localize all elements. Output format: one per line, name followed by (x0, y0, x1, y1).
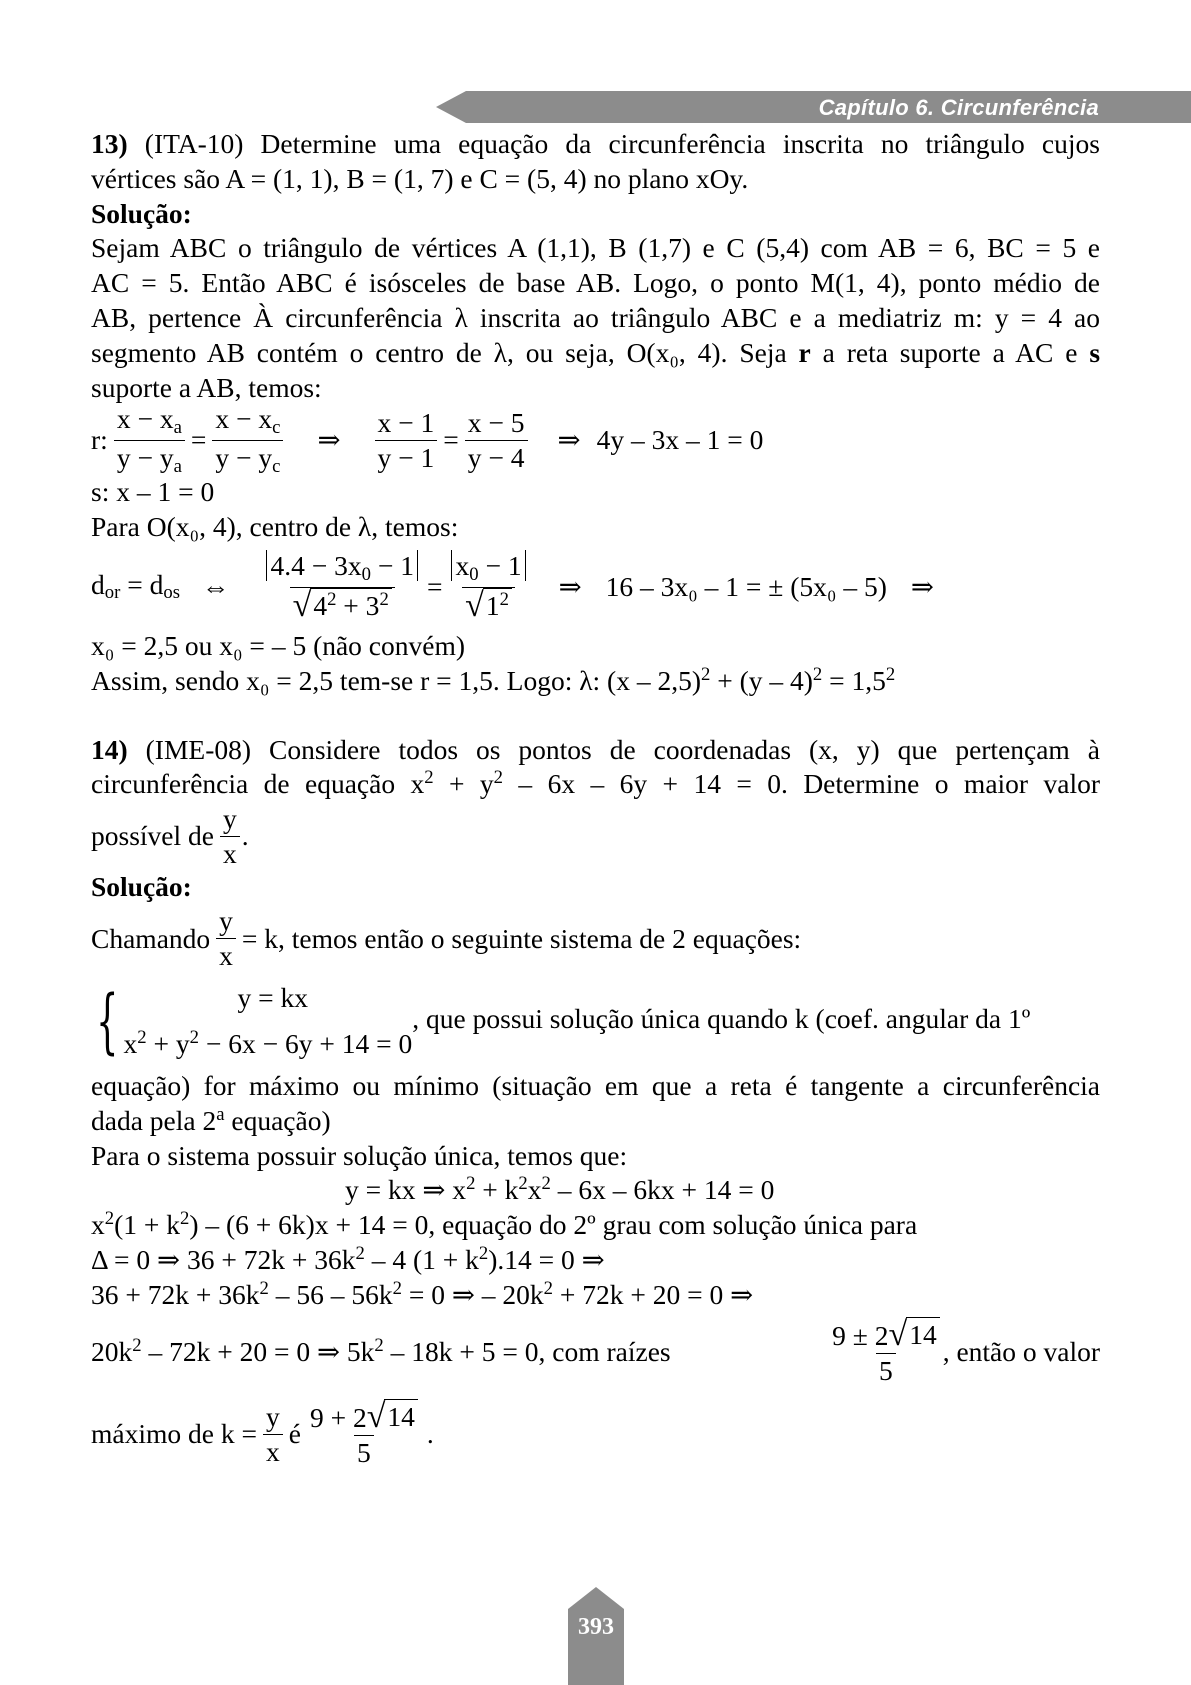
l7d: + 72k + 20 = 0 ⇒ (553, 1278, 754, 1310)
q14-line1: equação) for máximo ou mínimo (situação em que a reta é tangente a circunferência (91, 1069, 1100, 1101)
system-eq1: y = kx (237, 981, 309, 1013)
iff-symbol: ⇔ (201, 570, 230, 602)
implies-1: ⇒ (317, 423, 341, 455)
l6c: ).14 = 0 ⇒ (488, 1243, 605, 1275)
l4b: + k (475, 1174, 519, 1206)
q14-statement-line2 (91, 767, 1100, 802)
l5a: x (91, 1209, 105, 1241)
q14-line8 (91, 1313, 1100, 1393)
system-lines (124, 975, 413, 1067)
final-a: Assim, sendo x₀ = 2,5 tem-se r = 1,5. Logo: λ: (x – 2,5) (91, 664, 701, 696)
fraction-2 (212, 402, 283, 479)
r-label: r: (91, 423, 108, 455)
q14-statement-line3 (91, 802, 1100, 870)
l8b: – 72k + 20 = 0 ⇒ 5k (141, 1336, 375, 1368)
q14-stmt2b: + y (433, 768, 494, 800)
f4-den: y − 4 (465, 440, 528, 475)
q13-sol-line2: AC = 5. Então ABC é isósceles de base AB. Logo, o ponto M(1, 4), ponto médio de (91, 267, 1100, 299)
l4-sup3: 2 (541, 1173, 551, 1195)
roots-frac (829, 1317, 943, 1388)
l7-sup3: 2 (543, 1277, 553, 1299)
f4-num: x − 5 (467, 406, 525, 438)
q14-stmt2c: – 6x – 6y + 14 = 0. Determine o maior valor (503, 768, 1100, 800)
q13-line-r-equation (91, 402, 1100, 477)
q14-line2 (91, 1104, 1100, 1139)
l7a: 36 + 72k + 36k (91, 1278, 260, 1310)
l2b: equação) (224, 1104, 331, 1136)
q14-solution-label: Solução: (91, 871, 192, 903)
f6-num-end: − 1 (478, 550, 522, 582)
l9-dot: . (426, 1418, 434, 1450)
q13-stmt1: (ITA-10) Determine uma equação da circunferência inscrita no triângulo cujos (127, 128, 1100, 159)
sys2a: x (123, 1027, 138, 1059)
root-sqrt: 14 (906, 1317, 940, 1353)
l9-y: y (265, 1401, 280, 1433)
chamando-text: Chamando (91, 922, 211, 954)
q13-sol-line5: suporte a AB, temos: (91, 371, 322, 403)
f5-den-sup2: 2 (379, 589, 389, 611)
q14-line7 (91, 1278, 1100, 1313)
l9b: é (288, 1418, 301, 1450)
d-or-text: d (91, 568, 105, 600)
l8d: , então o valor (942, 1336, 1100, 1368)
page-number: 393 (578, 1614, 614, 1640)
q13-s-line: s: x – 1 = 0 (91, 476, 215, 508)
q14-statement-line1 (91, 733, 1100, 768)
f5-num-sub: 0 (361, 564, 371, 586)
l7b: – 56 – 56k (268, 1278, 393, 1310)
f1-num: x − x (116, 402, 174, 434)
q14-stmt2a: circunferência de equação x (91, 768, 425, 800)
q14-dot: . (241, 819, 249, 851)
root-num-a: 9 ± 2 (832, 1320, 889, 1352)
f2-num: x − x (215, 402, 273, 434)
l2-sup: a (216, 1103, 225, 1125)
fraction-6 (448, 549, 528, 624)
root-den: 5 (876, 1353, 896, 1388)
f5-den: 4 (313, 590, 328, 622)
f6-den-sup: 2 (499, 589, 509, 611)
chamando-eq-k: = k, temos então o seguinte sistema de 2 equações: (241, 922, 802, 954)
l8-sup2: 2 (374, 1334, 384, 1356)
l4-sup1: 2 (466, 1173, 476, 1195)
sqrt-icon: √ 14 (889, 1317, 940, 1353)
l9-max-frac (307, 1399, 421, 1470)
q13-p4b: a reta suporte a AC e (810, 336, 1090, 368)
sys2-sup2: 2 (189, 1026, 199, 1048)
l9a: máximo de k = (91, 1418, 257, 1450)
q13-para-o: Para O(x₀, 4), centro de λ, temos: (91, 511, 459, 543)
q14-frac-y: y (222, 802, 237, 834)
l7c: = 0 ⇒ – 20k (401, 1278, 544, 1310)
d-or (91, 568, 180, 607)
q14-line4 (91, 1173, 1100, 1208)
q14-stmt3: possível de (91, 819, 214, 851)
q14-stmt2-sup1: 2 (424, 767, 434, 789)
l9-sqrt: 14 (384, 1399, 418, 1435)
l5b: (1 + k (114, 1209, 181, 1241)
sqrt-icon: √ $1^2$ (465, 588, 512, 624)
l6a: Δ = 0 ⇒ 36 + 72k + 36k (91, 1243, 356, 1275)
l9-den: 5 (354, 1435, 374, 1470)
final-sup2: 2 (812, 663, 823, 685)
system-text: , que possui solução única quando k (coef. angular da 1º (412, 1002, 1031, 1034)
l9-frac-yx (263, 1400, 283, 1469)
l6-sup1: 2 (355, 1242, 365, 1264)
l4d: – 6x – 6kx + 14 = 0 (550, 1174, 775, 1206)
q13-p4a: segmento AB contém o centro de λ, ou seja, O(x₀, 4). Seja (91, 336, 799, 368)
l5c: ) – (6 + 6k)x + 14 = 0, equação do 2º grau com solução única para (189, 1209, 918, 1241)
l6-sup2: 2 (478, 1242, 489, 1264)
l8-sup1: 2 (132, 1334, 142, 1356)
f6-den: 1 (485, 590, 500, 622)
l9-num-a: 9 + 2 (309, 1402, 367, 1434)
l9-x: x (263, 1434, 283, 1469)
l5-sup1: 2 (104, 1207, 115, 1229)
l8-roots (823, 1317, 1100, 1388)
final-sup1: 2 (701, 663, 711, 685)
q14-line3: Para o sistema possuir solução única, temos que: (91, 1139, 628, 1171)
l4-sup2: 2 (518, 1173, 528, 1195)
q14-system (91, 973, 1100, 1069)
sqrt-icon: √ 14 (367, 1399, 418, 1435)
implies-4: ⇒ (910, 570, 934, 602)
l2a: dada pela 2 (91, 1104, 217, 1136)
q13-number: 13) (91, 128, 128, 159)
f6-num-sub: 0 (469, 564, 479, 586)
fraction-5 (263, 549, 421, 624)
d-eq: = d (120, 568, 164, 600)
f1-den: y − y (116, 441, 174, 473)
l4c: x (527, 1174, 542, 1206)
f3-den: y − 1 (375, 440, 438, 475)
f3-num: x − 1 (377, 406, 435, 438)
f2-den-sub: c (272, 455, 281, 477)
f2-den: y − y (215, 441, 273, 473)
system-eq2 (124, 1021, 413, 1067)
q13-distance-equation (91, 545, 1100, 629)
f6-num: x (455, 550, 470, 582)
final-sup3: 2 (885, 663, 896, 685)
equals-3: = (426, 570, 443, 602)
page-content (91, 127, 1100, 1477)
q13-final-line (91, 664, 1100, 699)
r-result: 4y – 3x – 1 = 0 (596, 423, 764, 455)
fraction-1 (114, 402, 185, 479)
q13-x0-line: x₀ = 2,5 ou x₀ = – 5 (não convém) (91, 629, 466, 661)
fraction-3 (375, 406, 438, 475)
d-or-sub: or (104, 582, 121, 604)
q13-sol-line4 (91, 336, 1100, 371)
l6b: – 4 (1 + k (364, 1243, 479, 1275)
q14-stmt2-sup2: 2 (493, 767, 504, 789)
chapter-title: Capítulo 6. Circunferência (818, 95, 1099, 120)
q13-p4r: r (798, 336, 811, 368)
implies-3: ⇒ (558, 570, 582, 602)
l8-text (91, 1335, 671, 1370)
f5-den-sup: 2 (327, 589, 337, 611)
f5-num-end: − 1 (370, 550, 414, 582)
sys2c: − 6x − 6y + 14 = 0 (199, 1027, 413, 1059)
q13-sol-line1: Sejam ABC o triângulo de vértices A (1,1), B (1,7) e C (5,4) com AB = 6, BC = 5 e (91, 232, 1100, 264)
chamando-frac-y: y (219, 905, 233, 937)
sqrt-icon: √ $4^2 + 3^2$ (293, 588, 392, 624)
chamando-frac (216, 904, 236, 973)
q14-line9 (91, 1393, 1100, 1477)
d-result: 16 – 3x₀ – 1 = ± (5x₀ – 5) (605, 570, 887, 602)
q13-solution-label: Solução: (91, 197, 192, 229)
q13-statement-line1 (91, 127, 1100, 162)
l7-sup1: 2 (259, 1277, 269, 1299)
q14-stmt1: (IME-08) Considere todos os pontos de coordenadas (x, y) que pertençam à (127, 733, 1100, 765)
l8a: 20k (91, 1336, 133, 1368)
final-c: = 1,5 (822, 664, 886, 696)
f1-den-sub: a (173, 455, 182, 477)
l8c: – 18k + 5 = 0, com raízes (383, 1336, 671, 1368)
q14-frac-x: x (220, 836, 240, 871)
q14-line5 (91, 1208, 1100, 1243)
q14-number: 14) (91, 733, 128, 765)
f1-num-sub: a (173, 416, 182, 438)
q14-chamando-line (91, 905, 1100, 973)
d-os-sub: os (163, 582, 180, 604)
chamando-frac-x: x (216, 938, 236, 973)
l5-sup2: 2 (180, 1207, 190, 1229)
f2-num-sub: c (272, 416, 281, 438)
sys2-sup1: 2 (137, 1026, 147, 1048)
q14-line6 (91, 1243, 1100, 1278)
brace-icon: { (96, 979, 119, 1062)
fraction-4 (465, 406, 528, 475)
implies-2: ⇒ (557, 423, 581, 455)
final-b: + (y – 4) (710, 664, 813, 696)
l7-sup2: 2 (392, 1277, 402, 1299)
q13-statement-line2: vértices são A = (1, 1), B = (1, 7) e C = (5, 4) no plano xOy. (91, 162, 749, 194)
q13-sol-line3: AB, pertence À circunferência λ inscrita ao triângulo ABC e a mediatriz m: y = 4 ao (91, 301, 1100, 333)
equals-2: = (443, 423, 459, 455)
equals-1: = (190, 423, 207, 455)
q14-frac-yx (220, 802, 240, 871)
q13-p4s: s (1089, 336, 1101, 368)
f5-num: 4.4 − 3x (270, 550, 362, 582)
sys2b: + y (146, 1027, 190, 1059)
l4a: y = kx ⇒ x (345, 1174, 467, 1206)
f5-den-mid: + 3 (336, 590, 380, 622)
